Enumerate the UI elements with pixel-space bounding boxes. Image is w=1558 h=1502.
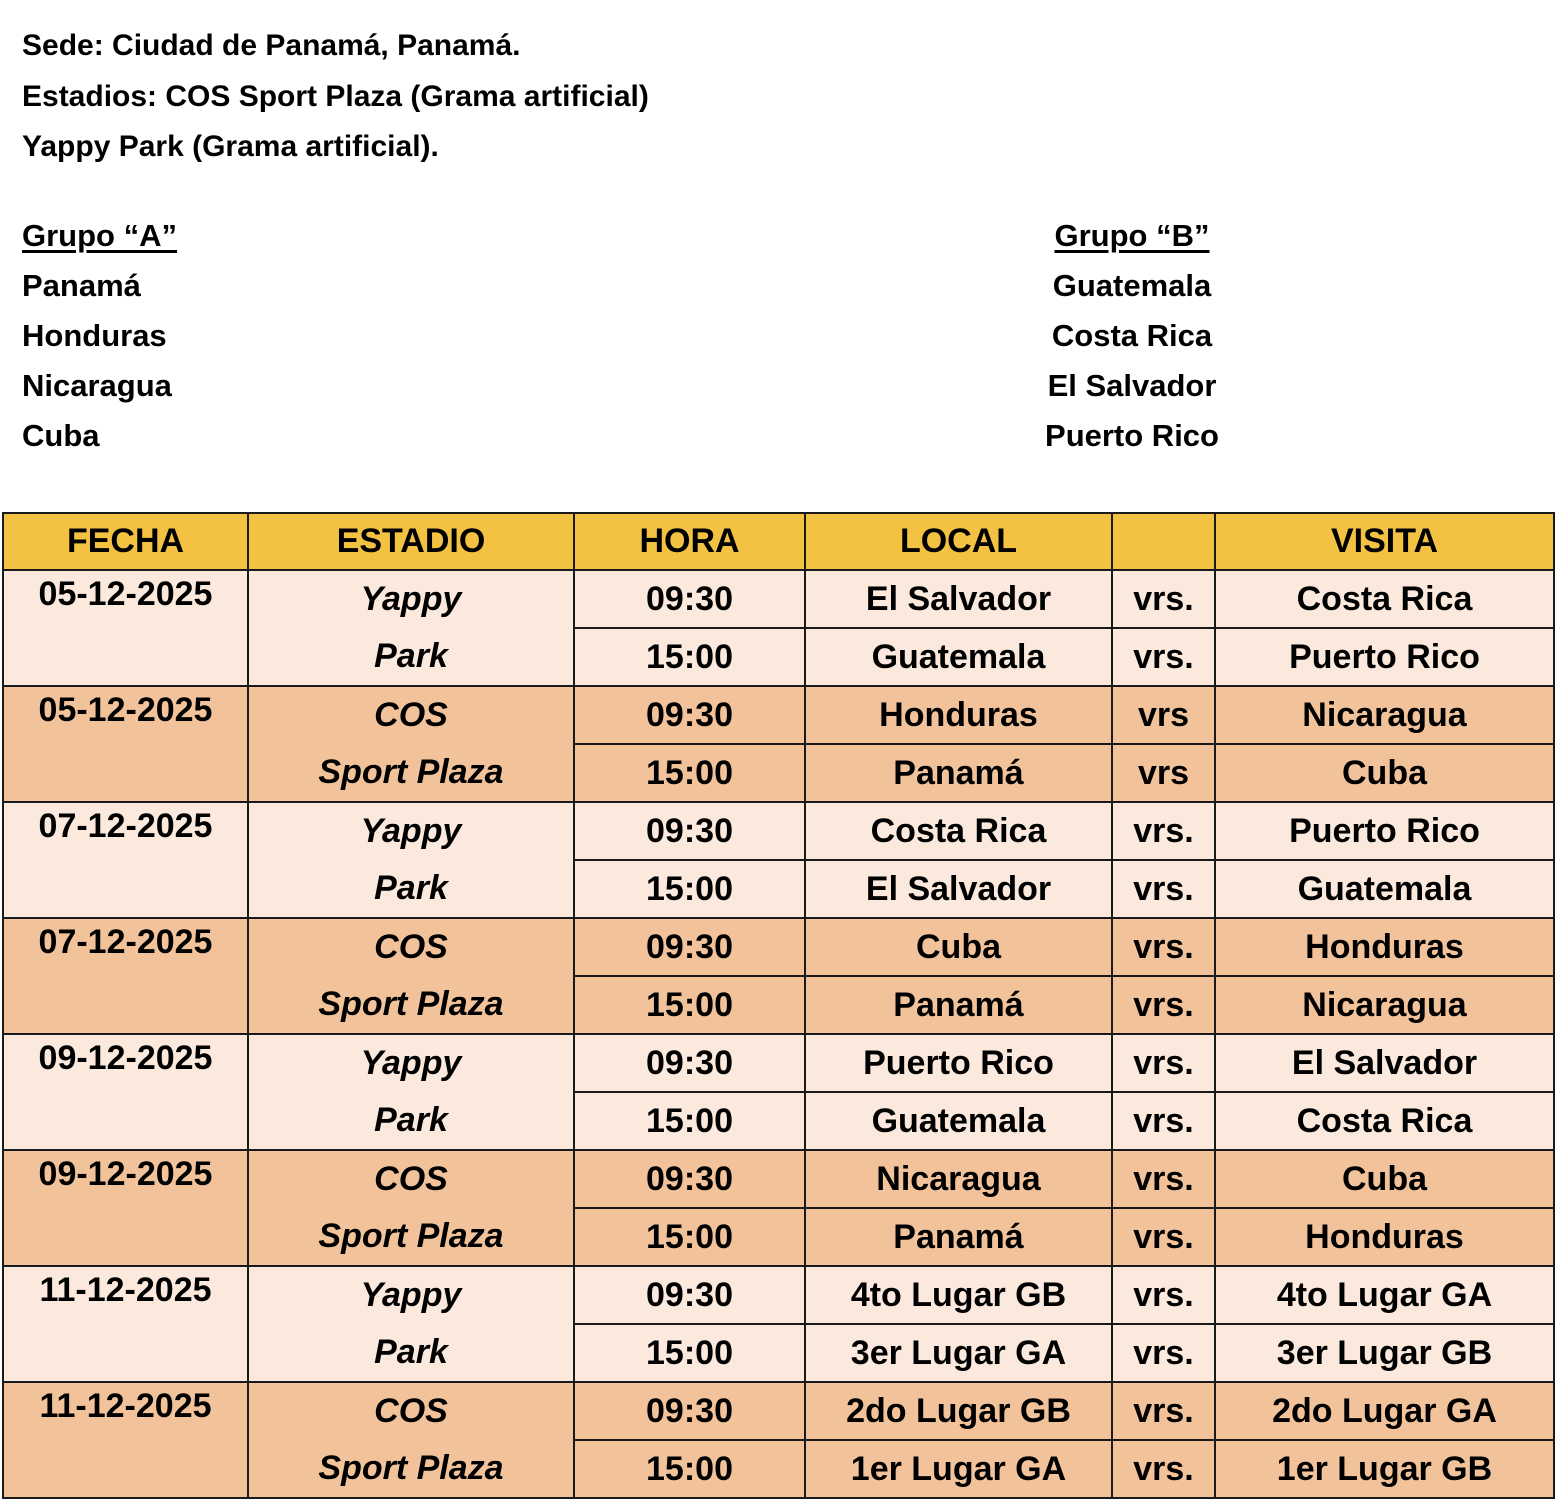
group-a-team: Honduras	[22, 318, 167, 353]
fecha-cell: 09-12-2025	[3, 1150, 248, 1208]
estadio-cell: Sport Plaza	[248, 1208, 574, 1266]
table-row	[3, 1092, 1554, 1150]
group-b-team: Guatemala	[1052, 268, 1212, 303]
vs-cell: vrs.	[1112, 1266, 1215, 1324]
table-row	[3, 744, 1554, 802]
header-estadio: ESTADIO	[248, 513, 574, 570]
table-row	[3, 1382, 1554, 1440]
vs-cell: vrs	[1112, 686, 1215, 744]
vs-cell: vrs	[1112, 744, 1215, 802]
local-cell: 1er Lugar GA	[805, 1440, 1112, 1498]
local-cell: Cuba	[805, 918, 1112, 976]
fecha-cell	[3, 976, 248, 1034]
header-vs	[1112, 513, 1215, 570]
estadio-cell: Park	[248, 1324, 574, 1382]
vs-cell: vrs.	[1112, 860, 1215, 918]
header-visita: VISITA	[1215, 513, 1554, 570]
vs-cell: vrs.	[1112, 1208, 1215, 1266]
local-cell: Panamá	[805, 744, 1112, 802]
hora-cell: 15:00	[574, 1324, 805, 1382]
table-row	[3, 686, 1554, 744]
estadio-cell: Sport Plaza	[248, 1440, 574, 1498]
vs-cell: vrs.	[1112, 918, 1215, 976]
local-cell: Panamá	[805, 1208, 1112, 1266]
estadio-cell: Yappy	[248, 1266, 574, 1324]
vs-cell: vrs.	[1112, 1324, 1215, 1382]
local-cell: Nicaragua	[805, 1150, 1112, 1208]
estadio-cell: Park	[248, 1092, 574, 1150]
hora-cell: 09:30	[574, 1382, 805, 1440]
fecha-cell: 05-12-2025	[3, 686, 248, 744]
fecha-cell: 07-12-2025	[3, 802, 248, 860]
group-b	[1040, 216, 1224, 466]
group-a-title: Grupo “A”	[22, 218, 177, 253]
estadio-cell: COS	[248, 686, 574, 744]
estadio-cell: Sport Plaza	[248, 744, 574, 802]
hora-cell: 09:30	[574, 918, 805, 976]
vs-cell: vrs.	[1112, 628, 1215, 686]
hora-cell: 09:30	[574, 1266, 805, 1324]
local-cell: El Salvador	[805, 570, 1112, 628]
group-a-team: Cuba	[22, 418, 100, 453]
visita-cell: Honduras	[1215, 918, 1554, 976]
local-cell: Costa Rica	[805, 802, 1112, 860]
fecha-cell	[3, 744, 248, 802]
visita-cell: Nicaragua	[1215, 686, 1554, 744]
group-b-team: El Salvador	[1047, 368, 1217, 403]
fecha-cell	[3, 860, 248, 918]
table-row	[3, 1324, 1554, 1382]
schedule-body	[3, 570, 1554, 1498]
table-row	[3, 1150, 1554, 1208]
estadio-cell: Park	[248, 628, 574, 686]
local-cell: Puerto Rico	[805, 1034, 1112, 1092]
hora-cell: 09:30	[574, 1034, 805, 1092]
estadios-line: Estadios: COS Sport Plaza (Grama artificial)	[22, 80, 649, 113]
header-hora: HORA	[574, 513, 805, 570]
sede-line: Sede: Ciudad de Panamá, Panamá.	[22, 29, 521, 62]
schedule-table	[2, 512, 1555, 1499]
hora-cell: 09:30	[574, 1150, 805, 1208]
hora-cell: 09:30	[574, 686, 805, 744]
fecha-cell: 11-12-2025	[3, 1382, 248, 1440]
local-cell: Panamá	[805, 976, 1112, 1034]
estadio-cell: COS	[248, 1150, 574, 1208]
vs-cell: vrs.	[1112, 570, 1215, 628]
local-cell: Guatemala	[805, 628, 1112, 686]
visita-cell: Guatemala	[1215, 860, 1554, 918]
local-cell: 4to Lugar GB	[805, 1266, 1112, 1324]
table-row	[3, 1440, 1554, 1498]
table-row	[3, 628, 1554, 686]
vs-cell: vrs.	[1112, 1382, 1215, 1440]
visita-cell: Cuba	[1215, 1150, 1554, 1208]
visita-cell: Honduras	[1215, 1208, 1554, 1266]
vs-cell: vrs.	[1112, 1440, 1215, 1498]
table-row	[3, 860, 1554, 918]
header-fecha: FECHA	[3, 513, 248, 570]
local-cell: 2do Lugar GB	[805, 1382, 1112, 1440]
fecha-cell	[3, 1440, 248, 1498]
vs-cell: vrs.	[1112, 1150, 1215, 1208]
vs-cell: vrs.	[1112, 976, 1215, 1034]
table-row	[3, 570, 1554, 628]
estadio-cell: Yappy	[248, 802, 574, 860]
hora-cell: 09:30	[574, 570, 805, 628]
group-b-team: Costa Rica	[1051, 318, 1213, 353]
visita-cell: El Salvador	[1215, 1034, 1554, 1092]
local-cell: El Salvador	[805, 860, 1112, 918]
hora-cell: 15:00	[574, 1440, 805, 1498]
group-b-title: Grupo “B”	[1054, 218, 1210, 253]
estadio-cell: Park	[248, 860, 574, 918]
fecha-cell: 11-12-2025	[3, 1266, 248, 1324]
table-row	[3, 1208, 1554, 1266]
local-cell: Honduras	[805, 686, 1112, 744]
fecha-cell: 05-12-2025	[3, 570, 248, 628]
visita-cell: Cuba	[1215, 744, 1554, 802]
hora-cell: 15:00	[574, 976, 805, 1034]
visita-cell: Puerto Rico	[1215, 802, 1554, 860]
header-local: LOCAL	[805, 513, 1112, 570]
group-a-team: Nicaragua	[22, 368, 172, 403]
hora-cell: 15:00	[574, 628, 805, 686]
fecha-cell: 07-12-2025	[3, 918, 248, 976]
estadio-cell: Yappy	[248, 1034, 574, 1092]
estadio-cell: COS	[248, 1382, 574, 1440]
table-row	[3, 1034, 1554, 1092]
vs-cell: vrs.	[1112, 802, 1215, 860]
visita-cell: Puerto Rico	[1215, 628, 1554, 686]
visita-cell: Nicaragua	[1215, 976, 1554, 1034]
group-b-team: Puerto Rico	[1045, 418, 1219, 453]
table-row	[3, 1266, 1554, 1324]
hora-cell: 15:00	[574, 744, 805, 802]
fecha-cell	[3, 1208, 248, 1266]
visita-cell: Costa Rica	[1215, 1092, 1554, 1150]
estadio-cell: Yappy	[248, 570, 574, 628]
hora-cell: 15:00	[574, 860, 805, 918]
visita-cell: 1er Lugar GB	[1215, 1440, 1554, 1498]
yappy-line: Yappy Park (Grama artificial).	[22, 130, 439, 163]
fecha-cell: 09-12-2025	[3, 1034, 248, 1092]
visita-cell: Costa Rica	[1215, 570, 1554, 628]
visita-cell: 4to Lugar GA	[1215, 1266, 1554, 1324]
hora-cell: 15:00	[574, 1208, 805, 1266]
hora-cell: 15:00	[574, 1092, 805, 1150]
estadio-cell: Sport Plaza	[248, 976, 574, 1034]
fecha-cell	[3, 628, 248, 686]
fecha-cell	[3, 1324, 248, 1382]
table-row	[3, 976, 1554, 1034]
estadio-cell: COS	[248, 918, 574, 976]
local-cell: 3er Lugar GA	[805, 1324, 1112, 1382]
vs-cell: vrs.	[1112, 1092, 1215, 1150]
table-row	[3, 802, 1554, 860]
group-a-team: Panamá	[22, 268, 141, 303]
vs-cell: vrs.	[1112, 1034, 1215, 1092]
group-a	[22, 216, 177, 466]
local-cell: Guatemala	[805, 1092, 1112, 1150]
hora-cell: 09:30	[574, 802, 805, 860]
table-row	[3, 918, 1554, 976]
visita-cell: 3er Lugar GB	[1215, 1324, 1554, 1382]
table-header-row	[3, 513, 1554, 570]
visita-cell: 2do Lugar GA	[1215, 1382, 1554, 1440]
fecha-cell	[3, 1092, 248, 1150]
